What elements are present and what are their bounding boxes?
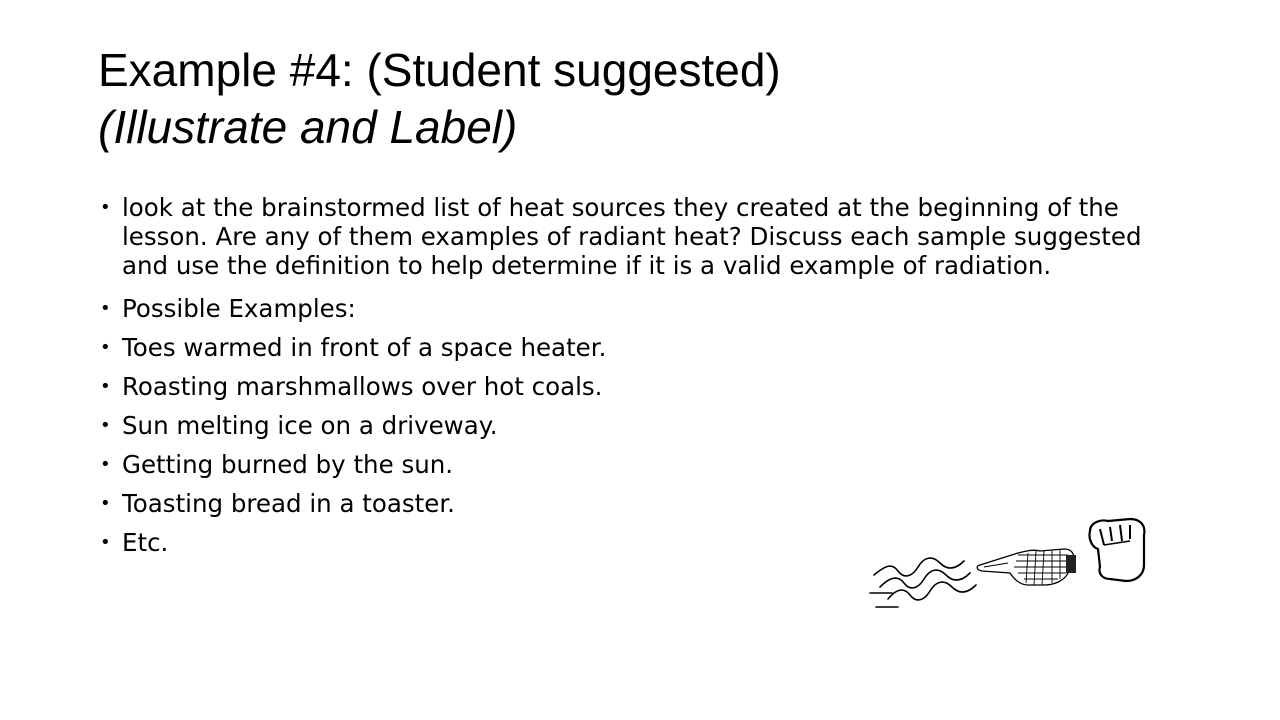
slide-title — [98, 42, 1198, 156]
bullet-icon: • — [100, 197, 111, 218]
list-item — [100, 335, 1180, 361]
bullet-icon: • — [100, 532, 111, 553]
list-item — [100, 296, 1180, 322]
list-item-text: Sun melting ice on a driveway. — [122, 411, 498, 440]
title-main: Example #4: (Student suggested) — [98, 44, 781, 96]
heat-illustration — [868, 515, 1148, 615]
list-item-text: Toasting bread in a toaster. — [122, 489, 455, 518]
list-item-text: Roasting marshmallows over hot coals. — [122, 372, 603, 401]
bullet-icon: • — [100, 415, 111, 436]
list-item — [100, 374, 1180, 400]
bullet-icon: • — [100, 337, 111, 358]
list-item-text: Getting burned by the sun. — [122, 450, 454, 479]
list-item-text: Etc. — [122, 528, 169, 557]
list-item — [100, 413, 1180, 439]
bullet-icon: • — [100, 298, 111, 319]
bullet-icon: • — [100, 376, 111, 397]
bullet-list — [100, 193, 1180, 569]
bullet-icon: • — [100, 454, 111, 475]
heat-wave-icon — [870, 558, 976, 607]
title-subtitle: (Illustrate and Label) — [98, 101, 518, 153]
list-item-text: look at the brainstormed list of heat sources they created at the beginning of the lesson. Are any of them examples of radiant heat? Discuss each sample suggested and use the definition to help determine if it is a valid example of radiation. — [122, 193, 1142, 280]
list-item-text: Possible Examples: — [122, 294, 356, 323]
list-item-text: Toes warmed in front of a space heater. — [122, 333, 607, 362]
pointing-hand-icon — [977, 549, 1076, 585]
list-item — [100, 491, 1180, 517]
fist-icon — [1089, 519, 1144, 581]
bullet-icon: • — [100, 493, 111, 514]
list-item — [100, 452, 1180, 478]
list-item — [100, 193, 1180, 280]
